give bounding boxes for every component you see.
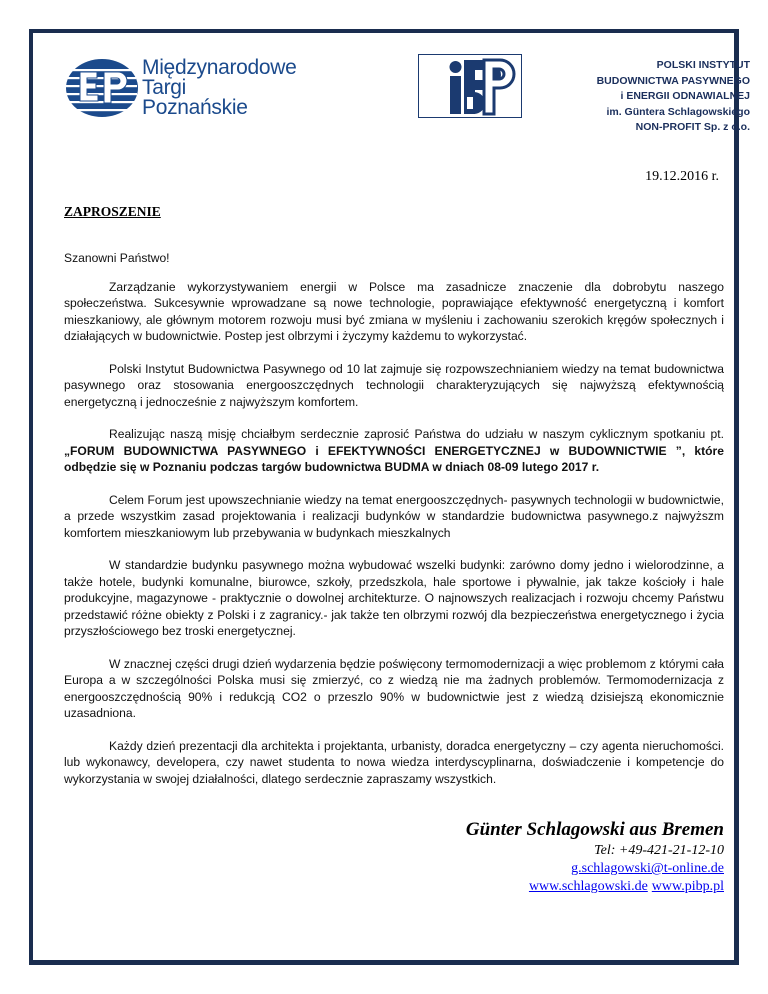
website-link-schlagowski[interactable]: www.schlagowski.de <box>528 879 648 894</box>
paragraph-7: Każdy dzień prezentacji dla architekta i projektanta, urbanisty, doradca energetyczny – czy agenta nieruchomości. lub wykonawcy, developera, czy nawet studenta to nowa wiedza interdyscyplinarna, doświadczenie i kompetencje do wykorzystania w swojej działalności, dlatego serdecznie zapraszamy wszystkich. <box>64 738 724 786</box>
signature-name: Günter Schlagowski aus Bremen <box>465 819 724 840</box>
mtp-logo-line3: Poznańskie <box>142 96 248 119</box>
paragraph-3-text: Realizując naszą misję chciałbym serdecznie zaprosić Państwa do udziału w naszym cyklicznym spotkaniu pt. <box>109 427 724 441</box>
mtp-logo-line2: Targi <box>142 76 187 99</box>
forum-announcement: „FORUM BUDOWNICTWA PASYWNEGO i EFEKTYWNOŚCI ENERGETYCZNEJ w BUDOWNICTWIE ”, które odbędzie się w Poznaniu podczas targów budownictwa BUDMA w dniach 08-09 lutego 2017 r. <box>64 443 724 474</box>
paragraph-6: W znacznej części drugi dzień wydarzenia będzie poświęcony termomodernizacji a więc problemom z którymi cała Europa a w szczególności Polska musi się zmierzyć, co z wiedzą nie ma żadnych problemów. Termomodernizacja z energooszczędnością 90% i redukcją CO2 o przeszlo 90% w budownictwie jest z wiedzą dzisiejszą ekonomicznie uzasadniona. <box>64 656 724 720</box>
institute-line2: BUDOWNICTWA PASYWNEGO <box>596 74 750 87</box>
institute-address-block <box>540 58 750 136</box>
paragraph-5: W standardzie budynku pasywnego można wybudować wszelki budynki: zarówno domy jedno i wielorodzinne, a także hotele, budynki komunalne, biurowce, szkoły, przedszkola, hale sportowe i pływalnie, jak takze kościoły i hale produkcyjne, magazynowe - praktycznie o dowolnej architekturze. O najnowszych realizacjach i rozwoju chcemy Państwu przedstawić różne obiekty z Polski i z zagranicy.- jak także ten olbrzymi rozwój dla bezpieczeństwa energetycznego i życia przyszłościowego bez troski energetycznej. <box>64 558 724 638</box>
signature-block <box>466 818 724 895</box>
pibp-logo-icon <box>418 54 522 118</box>
paragraph-2: Polski Instytut Budownictwa Pasywnego od 10 lat zajmuje się rozpowszechnianiem wiedzy na temat budownictwa pasywnego oraz stosowania energooszczędnych technologii charakteryzujących się najwyższą efektywnością energetyczną i jednocześnie z najwyższym komfortem. <box>64 361 724 409</box>
mtp-logo-text <box>142 58 297 118</box>
institute-line1: POLSKI INSTYTUT <box>656 59 750 71</box>
letter-date: 19.12.2016 r. <box>645 169 719 184</box>
paragraph-3 <box>64 426 724 476</box>
website-link-pibp[interactable]: www.pibp.pl <box>651 879 724 894</box>
signature-phone: Tel: +49-421-21-12-10 <box>594 843 724 858</box>
greeting: Szanowni Państwo! <box>64 251 170 265</box>
paragraph-4: Celem Forum jest upowszechnianie wiedzy na temat energooszczędnych- pasywnych technologii w budownictwie, a przede wszystkim zasad projektowania i realizacji budynków w standardzie budownictwa pasywnego.z najwyższm komfortem mieszkaniowym lub przebywania w budynkach mieszkalnych <box>64 492 724 540</box>
institute-line4: im. Güntera Schlagowskiego <box>606 105 750 118</box>
paragraph-1: Zarządzanie wykorzystywaniem energii w Polsce ma zasadnicze znaczenie dla dobrobytu naszego społeczeństwa. Sukcesywnie wprowadzane są nowe technologie, poprawiające efektywność energetyczną i komfort mieszkaniowy, ale głównym motorem rozwoju musi być zmiana w myśleniu i zachowaniu szerokich kręgów społecznych i działających w budownictwie. Postep jest olbrzymi i życzymy każdemu to wykorzystać. <box>64 279 724 343</box>
institute-line5: NON-PROFIT Sp. z o.o. <box>635 121 750 133</box>
letter-body <box>64 250 724 803</box>
letter-title: ZAPROSZENIE <box>64 204 161 219</box>
mtp-logo-line1: Międzynarodowe <box>142 56 297 79</box>
institute-line3: i ENERGII ODNAWIALNEJ <box>620 90 750 102</box>
email-link[interactable]: g.schlagowski@t-online.de <box>571 861 724 876</box>
